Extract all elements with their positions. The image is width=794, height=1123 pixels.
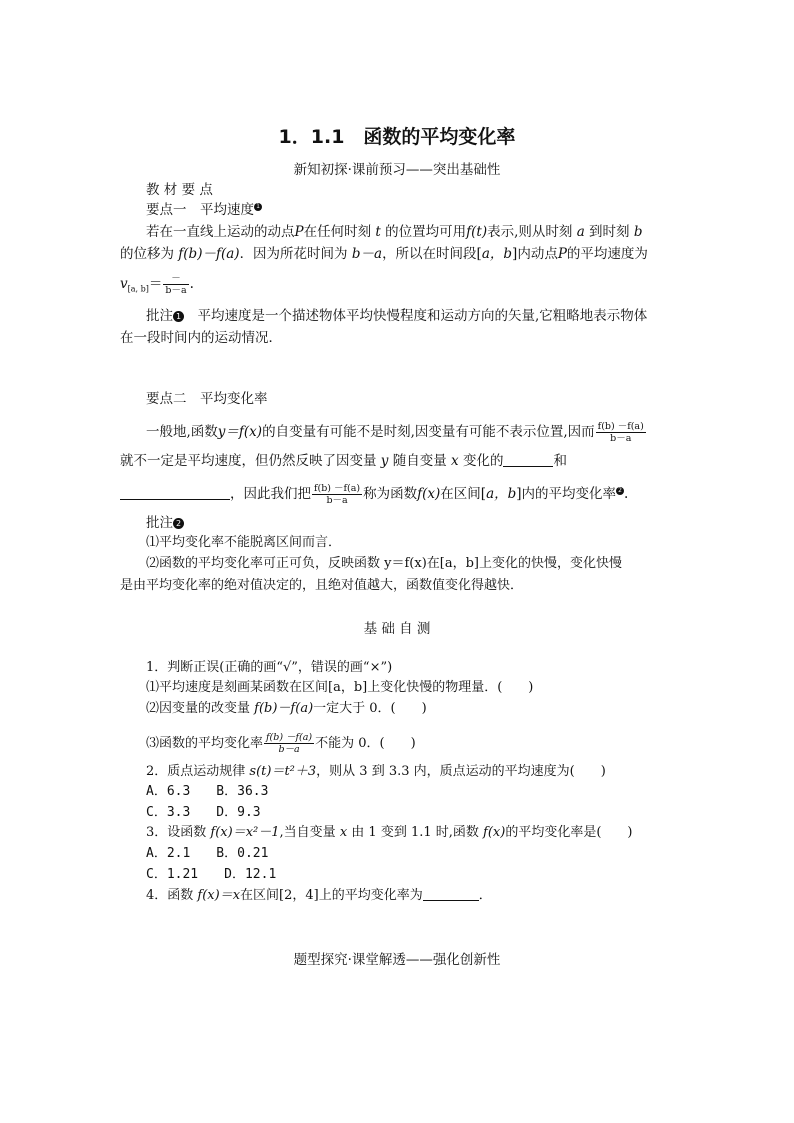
point1-paragraph-line2: 的位移为 f(b)－f(a)．因为所花时间为 b－a，所以在时间段[a，b]内动点P的平均速度为 [120,246,648,262]
question-1: 1．判断正误(正确的画“√”，错误的画“×”) [146,660,393,675]
note-marker-1-label: 1 [173,311,184,322]
note-marker-2-label: 2 [173,518,184,529]
question-1-item2: ⑵因变量的改变量 f(b)－f(a)一定大于 0．( ) [146,701,427,716]
section-header-preview: 新知初探·课前预习——突出基础性 [293,162,501,178]
question-2-options-cd: C．3.3 D．9.3 [146,805,261,820]
average-velocity-formula: $v_{[a, b]}=$ $\frac{-}{b-a}$ . [120,273,194,296]
question-4: 4．函数 f(x)＝x在区间[2，4]上的平均变化率为 ． [146,888,492,903]
point2-line3: ，因此我们把 $\frac{f(b) -f(a)}{b-a}$ 称为函数f(x)在区间[a，b]内的平均变化率 2 . [120,483,628,506]
section-header-classroom: 题型探究·课堂解透——强化创新性 [293,952,501,968]
question-1-item1: ⑴平均速度是刻画某函数在区间[a，b]上变化快慢的物理量．( ) [146,680,534,695]
question-3-options-ab: A．2.1 B．0.21 [146,846,269,861]
point1-paragraph-line1: 若在一直线上运动的动点P在任何时刻 t 的位置均可用f(t)表示,则从时刻 a 到时刻 b [146,224,643,240]
avg-change-fraction: $\frac{f(b) -f(a)}{b-a}$ [597,421,644,444]
note1-line1: 批注 1 平均速度是一个描述物体平均快慢程度和运动方向的矢量,它粗略地表示物体 [146,308,648,324]
note2-title: 批注 2 [146,514,184,532]
subhead-textbook-points: 教 材 要 点 [146,182,213,198]
velocity-fraction: $\frac{-}{b-a}$ [165,273,187,296]
question-3-options-cd: C．1.21 D．12.1 [146,867,277,882]
question-2: 2．质点运动规律 s(t)＝t²＋3，则从 3 到 3.3 内，质点运动的平均速度为( ) [146,764,606,779]
question-1-item3: ⑶函数的平均变化率 $\frac{f(b) -f(a)}{b-a}$ 不能为 0．( ) [146,732,416,755]
avg-change-fraction-2: $\frac{f(b) -f(a)}{b-a}$ [314,483,361,506]
note-marker-2: 2 [616,487,624,495]
point2-line2: 就不一定是平均速度，但仍然反映了因变量 y 随自变量 x 变化的 和 [120,453,567,469]
question-fraction: $\frac{f(b) -f(a)}{b-a}$ [266,732,313,755]
question-2-options-ab: A．6.3 B．36.3 [146,784,269,799]
note-marker-1: 1 [254,203,262,211]
note2-item2-line2: 是由平均变化率的绝对值决定的，且绝对值越大，函数值变化得越快． [120,578,524,593]
note1-line2: 在一段时间内的运动情况． [120,330,282,346]
note2-item2-line1: ⑵函数的平均变化率可正可负，反映函数 y＝f(x)在[a，b]上变化的快慢，变化快慢 [146,556,622,571]
page-title: 1．1.1 函数的平均变化率 [278,126,516,148]
point1-title: 要点一 平均速度 1 [146,201,262,219]
point2-title: 要点二 平均变化率 [146,391,268,407]
question-3: 3．设函数 f(x)＝x²－1,当自变量 x 由 1 变到 1.1 时,函数 f(x)的平均变化率是( ) [146,825,633,840]
fill-blank-q4[interactable] [423,886,479,901]
point2-line1: 一般地,函数y＝f(x)的自变量有可能不是时刻,因变量有可能不表示位置,因而 $\frac{f(b) -f(a)}{b-a}$ [146,421,644,444]
self-test-header: 基 础 自 测 [363,621,431,637]
fill-blank-1[interactable] [503,452,553,467]
note2-item1: ⑴平均变化率不能脱离区间而言． [146,535,342,550]
fill-blank-2[interactable] [120,485,230,500]
